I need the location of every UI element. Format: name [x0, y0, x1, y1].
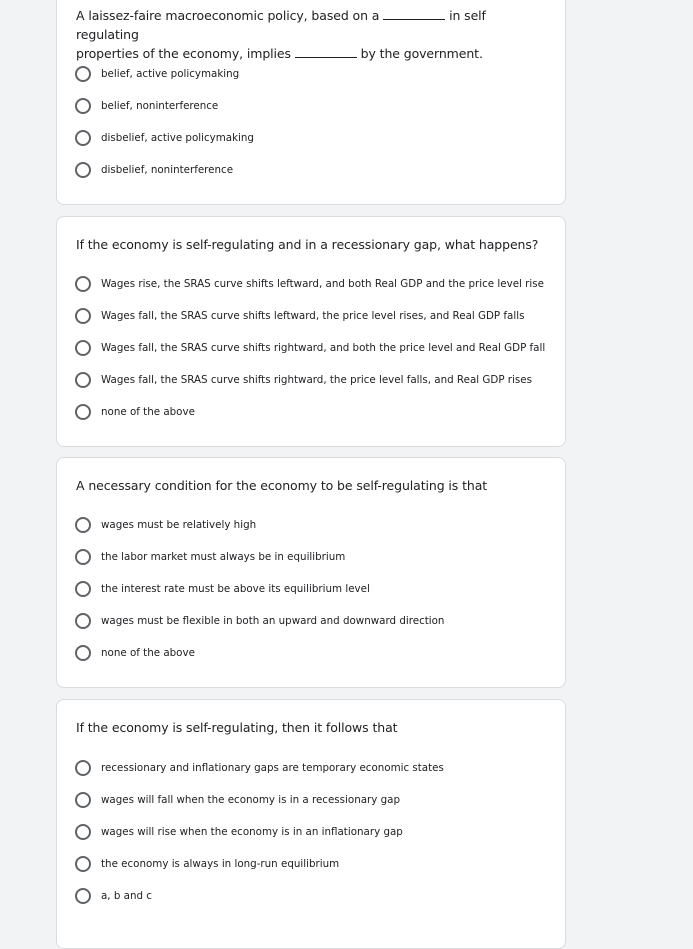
question-card-4: [56, 699, 566, 949]
option-label: Wages fall, the SRAS curve shifts leftward, the price level rises, and Real GDP falls: [101, 310, 525, 322]
option-label: disbelief, active policymaking: [101, 132, 254, 144]
option-label: wages will fall when the economy is in a recessionary gap: [101, 794, 401, 806]
radio-button[interactable]: [75, 66, 91, 82]
option-label: disbelief, noninterference: [101, 164, 234, 176]
radio-button[interactable]: [75, 856, 91, 872]
question-text-part: in self regulating: [76, 8, 486, 42]
question-card-2: [56, 216, 566, 447]
option-label: Wages rise, the SRAS curve shifts leftward, and both Real GDP and the price level rise: [101, 278, 544, 290]
radio-option[interactable]: [75, 611, 444, 631]
radio-option[interactable]: [75, 854, 339, 874]
question-text: A necessary condition for the economy to be self-regulating is that: [76, 478, 488, 493]
option-label: wages must be flexible in both an upward and downward direction: [101, 615, 445, 627]
radio-option[interactable]: [75, 579, 370, 599]
radio-button[interactable]: [75, 404, 91, 420]
radio-option[interactable]: [75, 64, 239, 84]
answer-blank: [295, 47, 357, 58]
radio-button[interactable]: [75, 549, 91, 565]
radio-option[interactable]: [75, 547, 345, 567]
option-label: belief, noninterference: [101, 100, 219, 112]
question-text: If the economy is self-regulating and in a recessionary gap, what happens?: [76, 237, 539, 252]
radio-option[interactable]: [75, 515, 256, 535]
radio-button[interactable]: [75, 824, 91, 840]
question-card-1: [56, 0, 566, 205]
radio-option[interactable]: [75, 643, 195, 663]
option-label: recessionary and inflationary gaps are temporary economic states: [101, 762, 444, 774]
option-label: wages must be relatively high: [101, 519, 257, 531]
radio-button[interactable]: [75, 130, 91, 146]
radio-button[interactable]: [75, 517, 91, 533]
radio-option[interactable]: [75, 274, 544, 294]
option-label: belief, active policymaking: [101, 68, 240, 80]
radio-option[interactable]: [75, 790, 400, 810]
radio-option[interactable]: [75, 822, 403, 842]
option-label: a, b and c: [101, 890, 152, 902]
radio-button[interactable]: [75, 613, 91, 629]
question-card-3: [56, 457, 566, 688]
question-text-part: properties of the economy, implies: [76, 46, 291, 61]
question-text-part: A laissez-faire macroeconomic policy, based on a: [76, 8, 380, 23]
radio-option[interactable]: [75, 370, 532, 390]
radio-button[interactable]: [75, 792, 91, 808]
radio-button[interactable]: [75, 162, 91, 178]
option-label: the interest rate must be above its equilibrium level: [101, 583, 370, 595]
option-label: none of the above: [101, 406, 195, 418]
option-label: Wages fall, the SRAS curve shifts rightward, and both the price level and Real GDP fall: [101, 342, 546, 354]
radio-button[interactable]: [75, 645, 91, 661]
answer-blank: [383, 9, 445, 20]
radio-option[interactable]: [75, 402, 195, 422]
radio-button[interactable]: [75, 760, 91, 776]
option-label: the economy is always in long-run equilibrium: [101, 858, 340, 870]
radio-button[interactable]: [75, 888, 91, 904]
option-label: the labor market must always be in equilibrium: [101, 551, 346, 563]
radio-button[interactable]: [75, 276, 91, 292]
radio-option[interactable]: [75, 96, 218, 116]
radio-option[interactable]: [75, 160, 233, 180]
radio-button[interactable]: [75, 98, 91, 114]
radio-button[interactable]: [75, 581, 91, 597]
radio-button[interactable]: [75, 372, 91, 388]
radio-button[interactable]: [75, 340, 91, 356]
option-label: Wages fall, the SRAS curve shifts rightward, the price level falls, and Real GDP rises: [101, 374, 532, 386]
radio-option[interactable]: [75, 128, 254, 148]
radio-option[interactable]: [75, 886, 152, 906]
radio-button[interactable]: [75, 308, 91, 324]
question-text: [76, 6, 547, 63]
question-text-part: by the government.: [360, 46, 483, 61]
question-text: If the economy is self-regulating, then it follows that: [76, 720, 398, 735]
option-label: wages will rise when the economy is in an inflationary gap: [101, 826, 403, 838]
radio-option[interactable]: [75, 758, 444, 778]
option-label: none of the above: [101, 647, 195, 659]
radio-option[interactable]: [75, 338, 545, 358]
radio-option[interactable]: [75, 306, 524, 326]
